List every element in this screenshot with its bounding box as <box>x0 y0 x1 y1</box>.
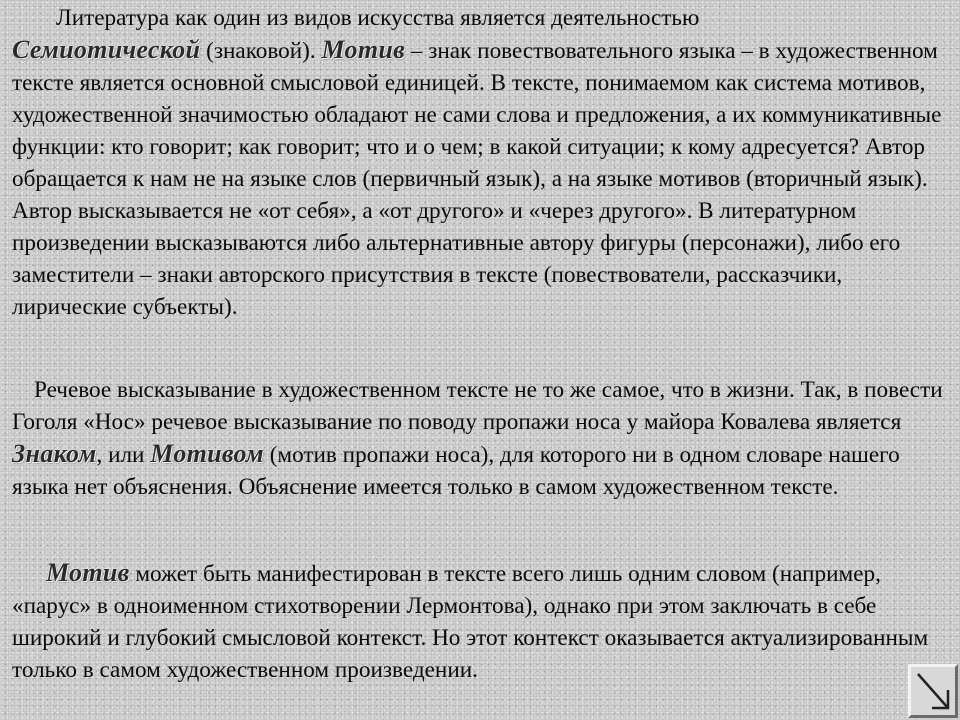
paragraph-2-text-3: (мотив пропажи носа), для которого ни в одном словаре нашего языка нет объяснения. Объяснение имеется только в самом художественном тексте. <box>12 442 900 500</box>
term-motivom: Мотивом <box>150 439 264 468</box>
diagonal-arrow-icon <box>914 670 952 712</box>
term-semioticheskoy: Семиотической <box>12 35 201 64</box>
paragraph-3-text-1: может быть манифестирован в тексте всего лишь одним словом (например, «парус» в одноименном стихотворении Лермонтова), однако при этом заключать в себе широкий и глубокий смысловой контекст. Но этот контекст оказывается актуализированным только в самом художественном произведении. <box>12 561 929 683</box>
term-motiv: Мотив <box>321 35 406 64</box>
next-slide-button[interactable] <box>908 664 958 718</box>
paragraph-motif-manifestation <box>12 557 948 686</box>
term-motiv: Мотив <box>46 558 130 587</box>
paragraph-literature-semiotics <box>12 2 948 323</box>
paragraph-2-text-2: , или <box>96 442 151 468</box>
paragraph-1-text-1: Литература как один из видов искусства является деятельностью <box>56 5 700 31</box>
paragraph-speech-utterance <box>12 374 948 503</box>
paragraph-1-text-3: – знак повествовательного языка – в художественном тексте является основной смысловой единицей. В тексте, понимаемом как система мотивов, художественной значимостью обладают не сами слова и предложения, а их коммуникативные функции: кто говорит; как говорит; что и о чем; в какой ситуации; к кому адресуется? Автор обращается к нам не на языке слов (первичный язык), а на языке мотивов (вторичный язык). Автор высказывается не «от себя», а «от другого» и «через другого». В литературном произведении высказываются либо альтернативные автору фигуры (персонажи), либо его заместители – знаки авторского присутствия в тексте (повествователи, рассказчики, лирические субъекты). <box>12 38 942 320</box>
paragraph-2-text-1: Речевое высказывание в художественном тексте не то же самое, что в жизни. Так, в повести Гоголя «Нос» речевое высказывание по поводу пропажи носа у майора Ковалева является <box>12 377 943 435</box>
paragraph-1-text-2: (знаковой). <box>200 38 322 64</box>
term-znakom: Знаком <box>12 439 97 468</box>
